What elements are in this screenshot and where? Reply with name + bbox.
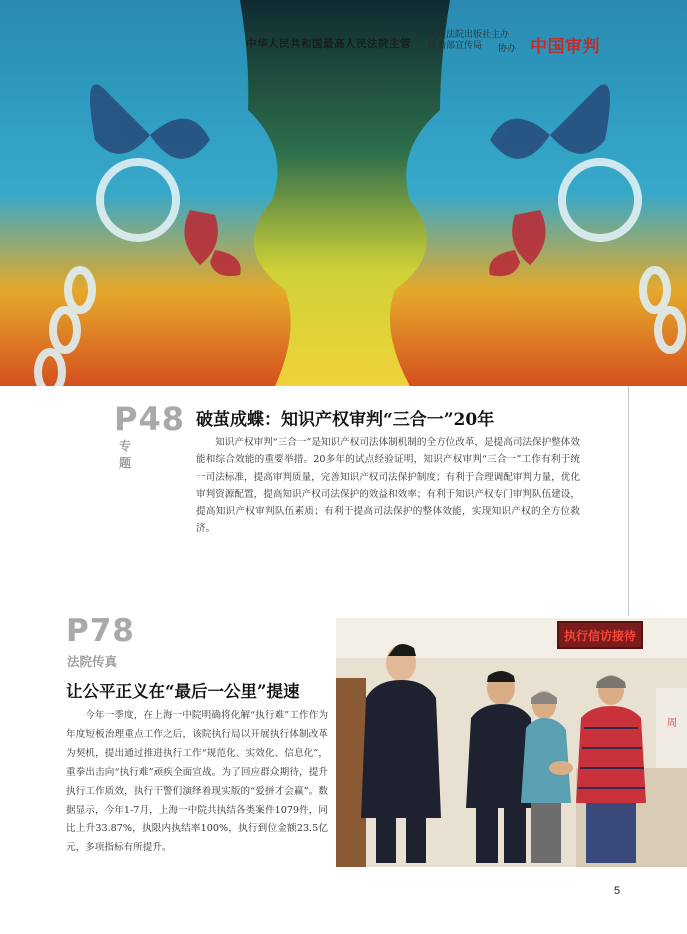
section2-page-code: P78 <box>66 613 135 649</box>
section1-page-code: P48 <box>114 400 185 438</box>
section2-title[interactable]: 让公平正义在“最后一公里”提速 <box>66 682 300 701</box>
section2-label: 法院传真 <box>67 654 118 669</box>
section2-summary: 今年一季度，在上海一中院明确将化解“执行难”工作作为年度短板治理重点工作之后，该院执行局以开展执行体制改革为契机，提出通过推进执行工作“规范化、实效化、信息化”，重拳出击向“执行难”顽疾全面宣战。为了回应群众期待，提升执行工作质效，执行干警们演绎着现实版的“爱拼才会赢”。数据显示，今年1-7月，上海一中院共执结各类案件1079件，同比上升33.87%，执限内执结率100%，执行到位金额23.5亿元，多项指标有所提升。 <box>66 710 328 854</box>
wall-sign: 周 <box>667 718 677 729</box>
court-supervisor: 中华人民共和国最高人民法院主管 <box>246 38 411 50</box>
publisher-line-2: 政治部宣传局 <box>428 41 483 51</box>
article-photo <box>336 618 687 867</box>
column-divider <box>628 386 629 616</box>
page-number: 5 <box>614 885 621 897</box>
section1-title[interactable]: 破茧成蝶：知识产权审判“三合一”20年 <box>196 410 495 430</box>
magazine-logo: 中国审判 <box>530 37 600 57</box>
co-organizer: 协办 <box>498 44 517 54</box>
publisher-line-1: 人民法院出版社主办 <box>428 30 510 40</box>
office-sign: 执行信访接待 <box>563 629 637 643</box>
photo-scene <box>336 618 687 867</box>
section1-summary: 知识产权审判“三合一”是知识产权司法体制机制的全方位改革，是提高司法保护整体效能和综合效能的重要举措。20多年的试点经验证明，知识产权审判“三合一”工作有利于统一司法标准，提高审判质量，完善知识产权司法保护制度；有利于合理调配审判力量，优化审判资源配置，提高知识产权司法保护的效益和效率；有利于知识产权专门审判队伍建设，提高知识产权审判队伍素质；有利于提高司法保护的整体效能，实现知识产权的全方位救济。 <box>196 437 580 535</box>
masthead <box>230 30 680 60</box>
cover-illustration <box>0 0 687 386</box>
publisher-lines <box>428 30 509 52</box>
section1-label: 专题 <box>119 439 158 470</box>
